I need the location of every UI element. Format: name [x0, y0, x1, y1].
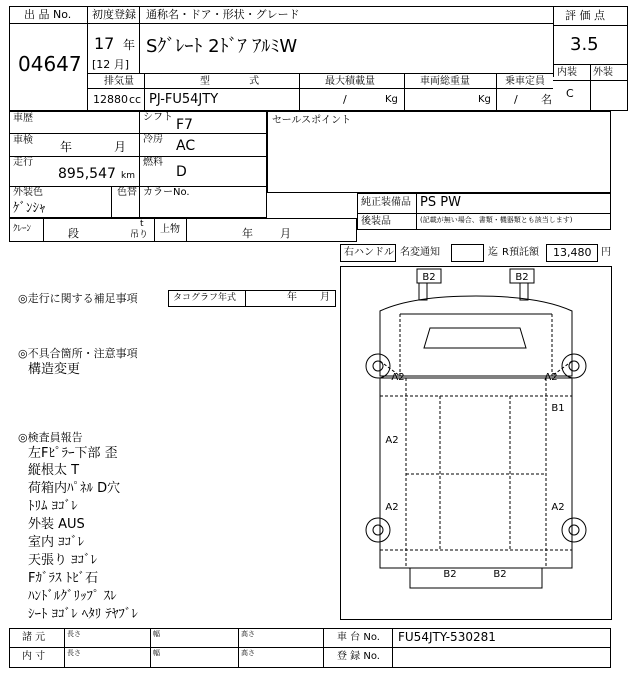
damage-mark: B2 — [493, 569, 507, 580]
model-code: PJ-FU54JTY — [149, 92, 219, 107]
inspector-header: ◎検査員報告 — [18, 431, 83, 444]
fuel-label: 燃料 — [143, 157, 163, 168]
recycle-label: R預託額 — [502, 247, 539, 258]
inspector-item: 天張り ﾖｺﾞﾚ — [28, 553, 98, 568]
width-label: 幅 — [153, 630, 160, 638]
height-label: 高さ — [241, 649, 255, 657]
ext-color-label: 外装色 — [13, 187, 43, 198]
specs-label: 諸 元 — [22, 632, 46, 643]
color-change-label: 色替 — [117, 187, 137, 198]
damage-mark: B2 — [443, 569, 457, 580]
inspector-item: 室内 ﾖｺﾞﾚ — [28, 535, 85, 550]
damage-mark: B1 — [551, 403, 565, 414]
vehicle-grade: Sｸﾞﾚｰﾄ 2ﾄﾞｱ ｱﾙﾐW — [146, 36, 298, 57]
inspector-item: ﾄﾘﾑ ﾖｺﾞﾚ — [28, 499, 78, 514]
displacement-value: 12880 — [93, 93, 128, 106]
name-label: 通称名・ドア・形状・グレード — [146, 8, 300, 21]
mileage-label: 走行 — [13, 157, 33, 168]
aftermarket-note: (記載が無い場合、書類・機器類とも該当します) — [420, 216, 573, 224]
ac-value: AC — [176, 138, 196, 154]
truck-damage-diagram — [340, 266, 612, 620]
inspector-item: ｼｰﾄ ﾖｺﾞﾚ ﾍﾀﾘ ﾃﾔﾌﾞﾚ — [28, 607, 138, 622]
tachograph-year: 年 — [287, 292, 297, 303]
name-change-label: 名変通知 — [400, 247, 440, 258]
footer-frame — [9, 628, 611, 668]
shift-label: シフト — [143, 112, 173, 123]
driving-notes-header: ◎走行に関する補足事項 — [18, 292, 138, 305]
defect-header: ◎不具合箇所・注意事項 — [18, 347, 138, 360]
deadline-label: 迄 — [488, 247, 498, 258]
body-label: 上物 — [160, 224, 180, 235]
inspector-item: ﾊﾝﾄﾞﾙｸﾞﾘｯﾌﾟ ｽﾚ — [28, 589, 117, 604]
defect-item: 構造変更 — [28, 362, 81, 377]
damage-mark: A2 — [385, 502, 399, 513]
displacement-label: 排気量 — [104, 76, 134, 87]
interior-grade: C — [566, 87, 574, 100]
color-code-label: カラーNo. — [143, 187, 190, 198]
height-label: 高さ — [241, 630, 255, 638]
capacity-slash: / — [514, 93, 518, 106]
sales-point-label: セールスポイント — [272, 115, 352, 126]
crane-ton: t — [140, 219, 144, 229]
inspection-year: 年 — [60, 140, 73, 154]
inspector-item: Fｶﾞﾗｽ ﾄﾋﾞ石 — [28, 571, 99, 586]
inspection-month: 月 — [114, 140, 127, 154]
damage-mark: A2 — [391, 372, 405, 383]
name-change-box — [451, 244, 484, 262]
damage-mark: A2 — [385, 435, 399, 446]
lot-no-label: 出 品 No. — [24, 8, 72, 21]
tachograph-month: 月 — [320, 292, 330, 303]
tachograph-label: タコグラフ年式 — [173, 293, 237, 303]
equipment-label: 純正装備品 — [361, 197, 411, 208]
inspector-item: 左Fﾋﾟﾗｰ下部 歪 — [28, 446, 118, 461]
recycle-yen: 円 — [601, 247, 611, 258]
first-reg-label: 初度登録 — [92, 8, 136, 21]
damage-mark: A2 — [544, 372, 558, 383]
width-label: 幅 — [153, 649, 160, 657]
inspector-item: 外装 AUS — [28, 517, 85, 532]
reg-year: 17 — [94, 34, 115, 53]
length-label: 長さ — [67, 630, 81, 638]
max-load-label: 最大積載量 — [325, 76, 375, 87]
shift-value: F7 — [176, 117, 193, 133]
recycle-value: 13,480 — [553, 246, 592, 259]
body-year: 年 — [242, 227, 253, 240]
body-month: 月 — [280, 227, 291, 240]
fuel-value: D — [176, 164, 187, 180]
interior-label: 内装 — [557, 67, 577, 78]
details-frame — [9, 111, 267, 218]
mileage-value: 895,547 — [58, 166, 116, 182]
damage-mark: B2 — [422, 272, 436, 283]
capacity-label: 乗車定員 — [505, 76, 545, 87]
mileage-unit: km — [121, 171, 135, 181]
inspection-label: 車検 — [13, 135, 33, 146]
chassis-label: 車 台 No. — [337, 632, 380, 643]
displacement-unit: cc — [129, 93, 142, 106]
crane-lift: 吊り — [130, 230, 149, 240]
equipment-value: PS PW — [420, 195, 461, 210]
crane-stage: 段 — [68, 227, 79, 240]
score-label: 評 価 点 — [565, 9, 605, 22]
crane-label: ｸﾚｰﾝ — [13, 224, 32, 234]
rhd-label: 右ハンドル — [344, 247, 394, 258]
crane-frame — [9, 218, 357, 242]
exterior-label: 外装 — [593, 67, 613, 78]
reg-year-unit: 年 — [123, 38, 136, 52]
registration-label: 登 録 No. — [337, 651, 380, 662]
type-label: 型 式 — [200, 76, 278, 87]
lot-no: 04647 — [18, 52, 82, 76]
length-label: 長さ — [67, 649, 81, 657]
load-unit: Kg — [385, 94, 398, 105]
ext-color-value: ｹﾞﾝｼｬ — [13, 201, 46, 216]
history-label: 車歴 — [13, 113, 33, 124]
chassis-number: FU54JTY-530281 — [398, 630, 496, 644]
inspector-item: 荷箱内ﾊﾟﾈﾙ D穴 — [28, 481, 121, 496]
gross-unit: Kg — [478, 94, 491, 105]
gross-weight-label: 車両総重量 — [420, 76, 470, 87]
reg-month: [12 月] — [92, 58, 130, 71]
score-value: 3.5 — [570, 34, 599, 55]
inner-dim-label: 内 寸 — [22, 651, 46, 662]
damage-mark: A2 — [551, 502, 565, 513]
damage-mark: B2 — [515, 272, 529, 283]
aftermarket-label: 後装品 — [361, 216, 391, 227]
capacity-unit: 名 — [541, 93, 552, 106]
ac-label: 冷房 — [143, 134, 163, 145]
load-slash: / — [343, 93, 347, 106]
inspector-item: 縦根太 T — [28, 463, 80, 478]
